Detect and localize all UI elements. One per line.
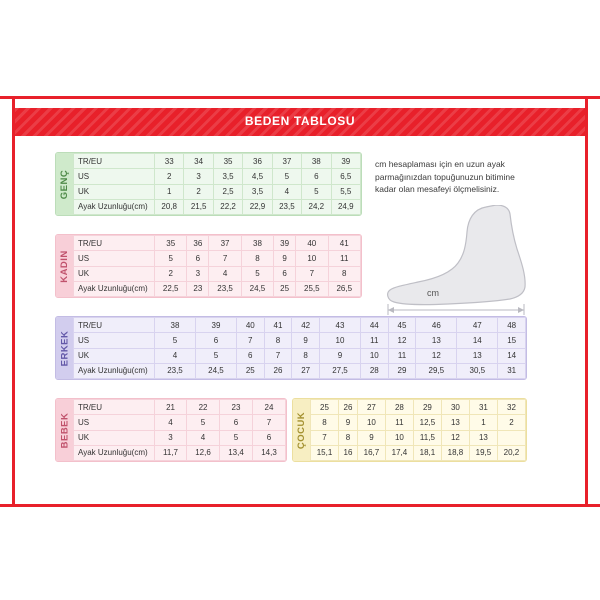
measurement-note: cm hesaplaması için en uzun ayak parmağınızdan topuğunuzun bitimine kadar olan mesafeyi ölçmelisiniz. bbox=[375, 159, 515, 194]
table-body-cocuk bbox=[310, 399, 526, 461]
table-erkek bbox=[55, 316, 527, 380]
table-row: US 2 3 3,5 4,5 5 6 6,5 bbox=[74, 169, 361, 184]
table-body-kadin bbox=[73, 235, 361, 297]
table-row: TR/EU 35 36 37 38 39 40 41 bbox=[74, 236, 361, 251]
table-row: US 5 6 7 8 9 10 11 bbox=[74, 251, 361, 266]
group-label-erkek: ERKEK bbox=[56, 317, 73, 379]
group-label-bebek: BEBEK bbox=[56, 399, 73, 461]
table-row: Ayak Uzunluğu(cm) 22,5 23 23,5 24,5 25 25,5 26,5 bbox=[74, 281, 361, 296]
table-body-bebek bbox=[73, 399, 286, 461]
frame-left-bar bbox=[12, 96, 15, 507]
table-row: Ayak Uzunluğu(cm) 20,8 21,5 22,2 22,9 23,5 24,2 24,9 bbox=[74, 199, 361, 214]
frame-right-bar bbox=[585, 96, 588, 507]
measure-ruler-icon bbox=[388, 304, 524, 315]
table-row: 15,1 16 16,7 17,4 18,1 18,8 19,5 20,2 bbox=[311, 445, 526, 460]
cm-axis-label: cm bbox=[427, 288, 439, 298]
table-row: TR/EU 38 39 40 41 42 43 44 45 46 47 48 bbox=[74, 318, 526, 333]
group-label-kadin: KADIN bbox=[56, 235, 73, 297]
table-row: Ayak Uzunluğu(cm) 11,7 12,6 13,4 14,3 bbox=[74, 445, 286, 460]
table-cocuk bbox=[292, 398, 527, 462]
table-row: UK 3 4 5 6 bbox=[74, 430, 286, 445]
frame-top-bar bbox=[0, 96, 600, 99]
title-band bbox=[15, 108, 585, 136]
table-row: US 5 6 7 8 9 10 11 12 13 14 15 bbox=[74, 333, 526, 348]
table-row: TR/EU 33 34 35 36 37 38 39 bbox=[74, 154, 361, 169]
table-kadin bbox=[55, 234, 362, 298]
page-title: BEDEN TABLOSU bbox=[244, 114, 356, 128]
table-body-genc bbox=[73, 153, 361, 215]
table-row: 7 8 9 10 11,5 12 13 bbox=[311, 430, 526, 445]
table-row: Ayak Uzunluğu(cm) 23,5 24,5 25 26 27 27,5 28 29 29,5 30,5 31 bbox=[74, 363, 526, 378]
group-label-cocuk: ÇOCUK bbox=[293, 399, 310, 461]
table-row: 25 26 27 28 29 30 31 32 bbox=[311, 400, 526, 415]
table-row: US 4 5 6 7 bbox=[74, 415, 286, 430]
frame-bottom-bar bbox=[0, 504, 600, 507]
foot-diagram bbox=[378, 205, 568, 315]
table-row: UK 1 2 2,5 3,5 4 5 5,5 bbox=[74, 184, 361, 199]
table-row: TR/EU 21 22 23 24 bbox=[74, 400, 286, 415]
table-genc bbox=[55, 152, 362, 216]
table-bebek bbox=[55, 398, 287, 462]
table-row: UK 4 5 6 7 8 9 10 11 12 13 14 bbox=[74, 348, 526, 363]
table-row: UK 2 3 4 5 6 7 8 bbox=[74, 266, 361, 281]
table-row: 8 9 10 11 12,5 13 1 2 bbox=[311, 415, 526, 430]
table-body-erkek bbox=[73, 317, 526, 379]
group-label-genc: GENÇ bbox=[56, 153, 73, 215]
